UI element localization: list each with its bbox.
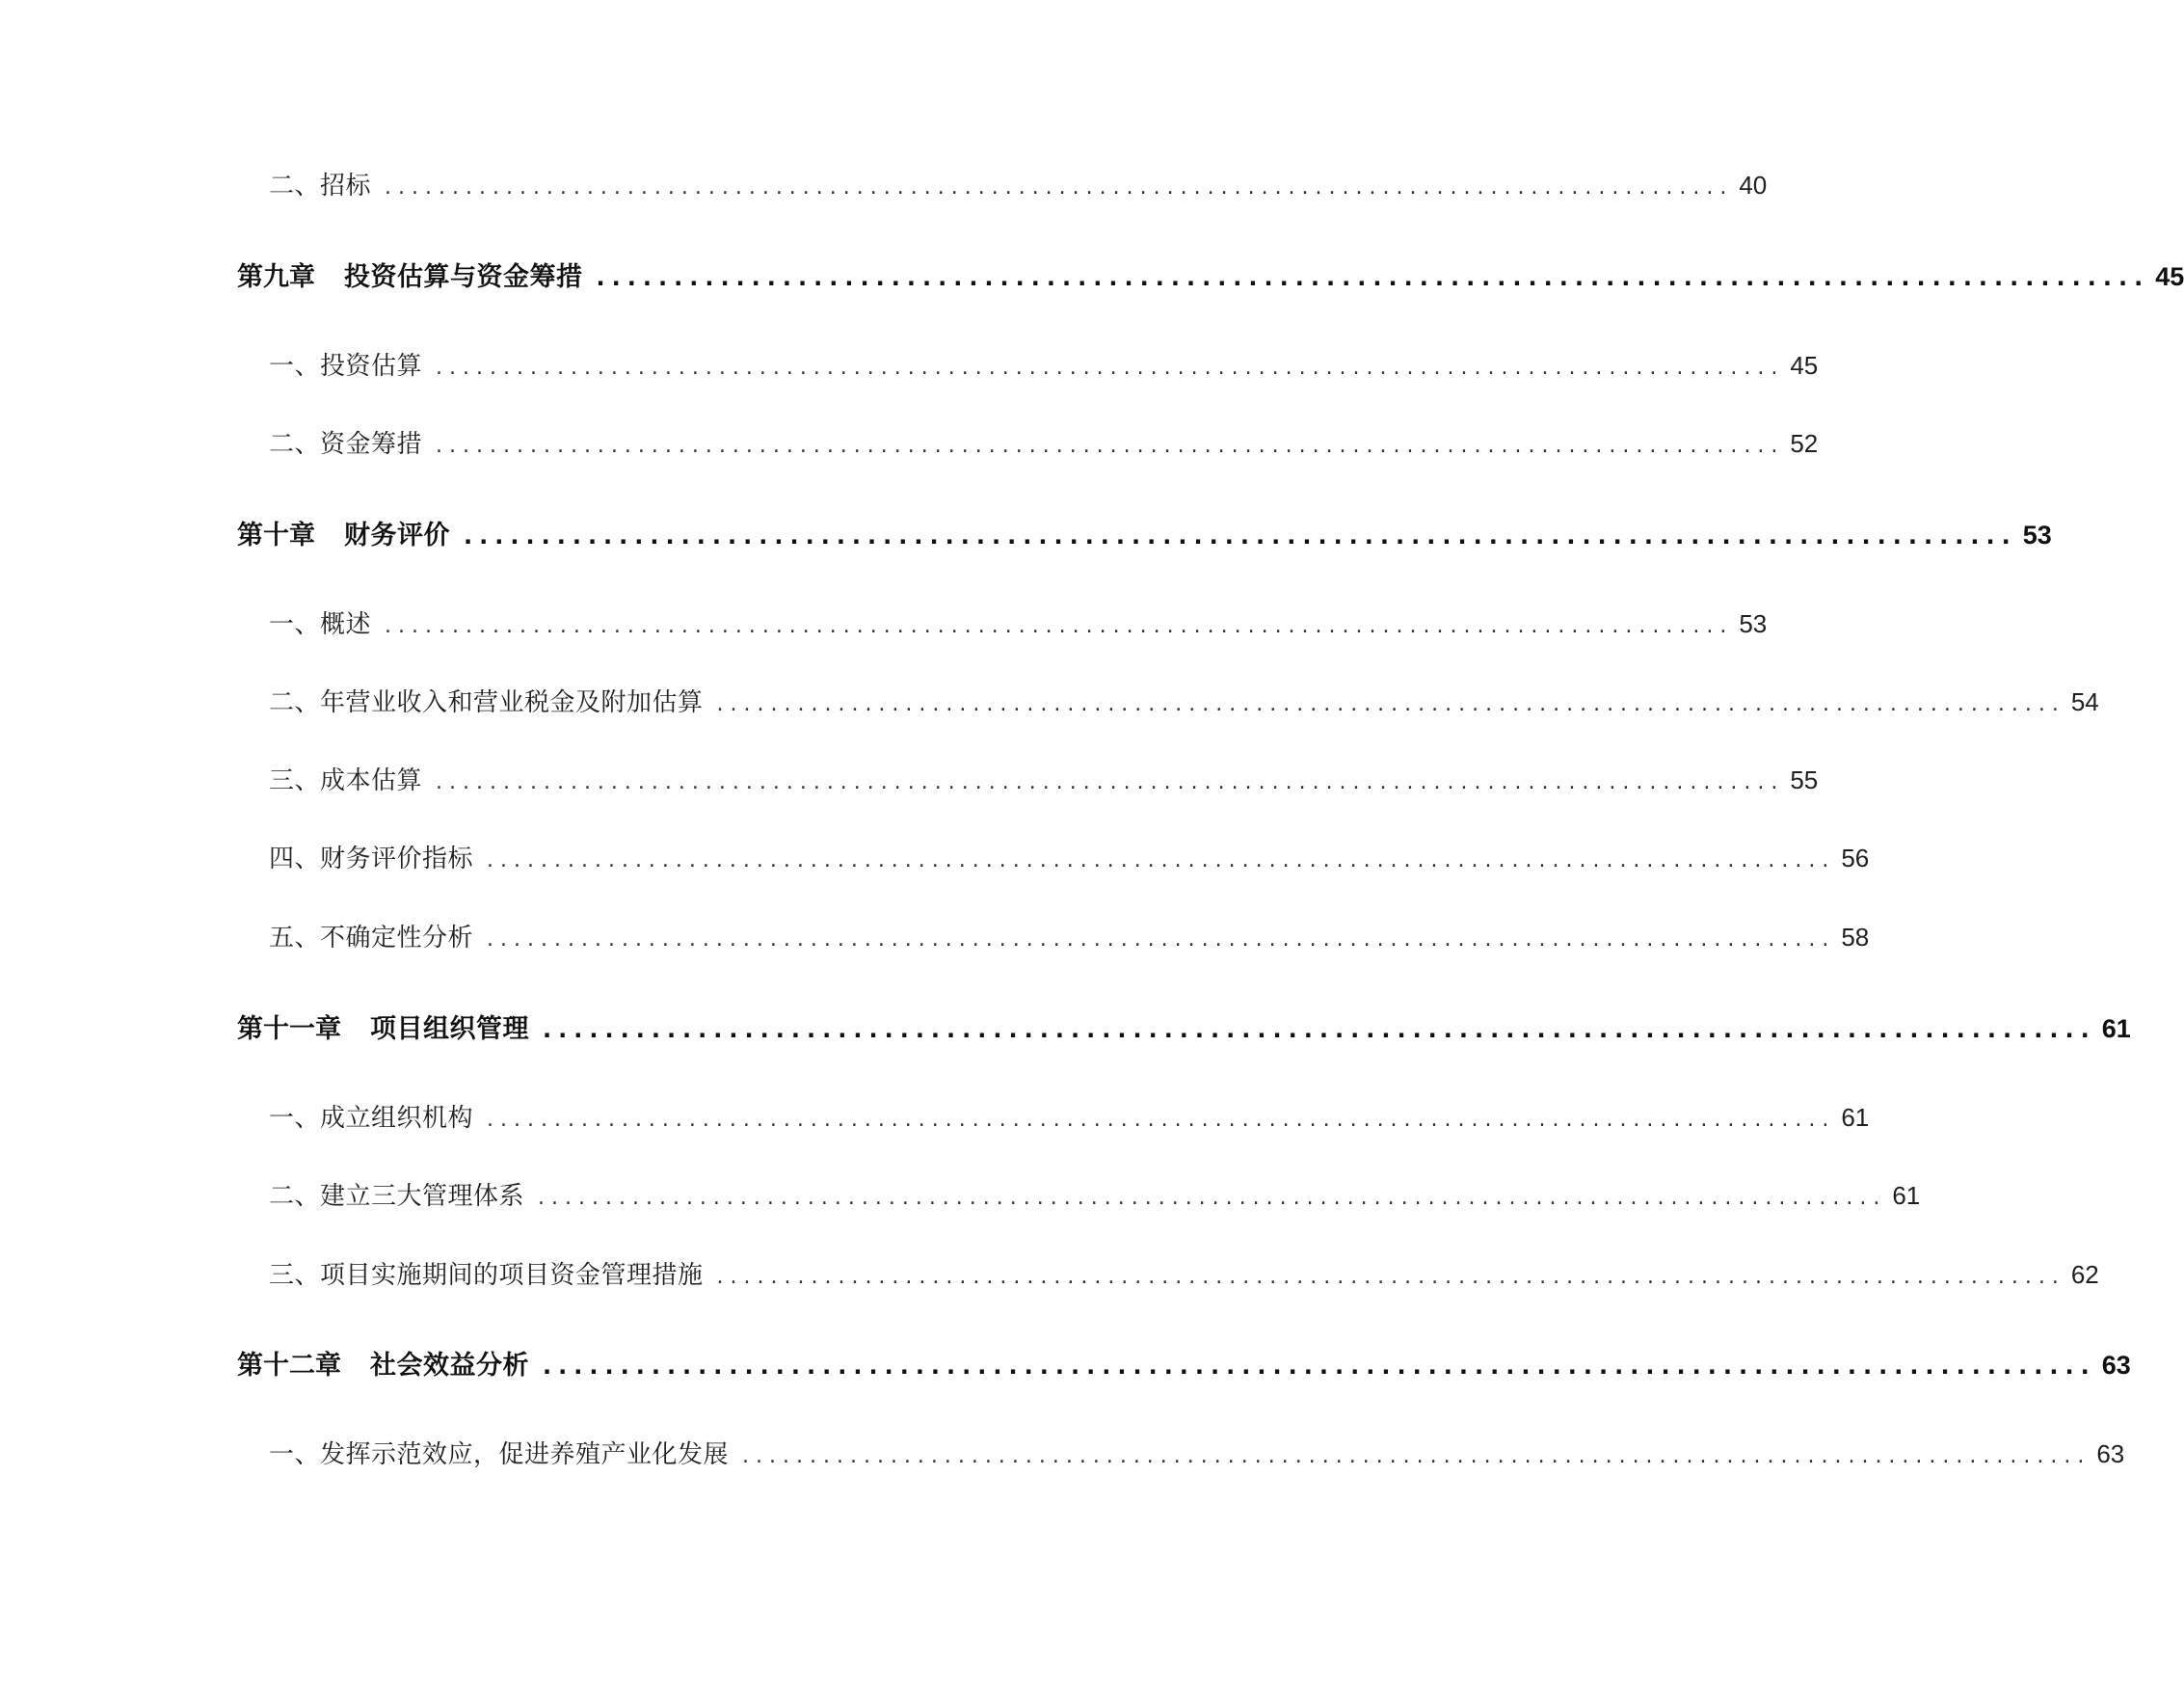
toc-dot-leader: .................................................................................................... (543, 1016, 2096, 1043)
toc-entry-section[interactable] (269, 683, 2099, 718)
toc-dot-leader: .................................................................................................... (716, 692, 2065, 716)
toc-page-number: 63 (2096, 1439, 2125, 1468)
toc-page-number: 61 (2101, 1014, 2131, 1043)
toc-page-number: 61 (1892, 1181, 1921, 1210)
toc-entry-chapter[interactable] (237, 1007, 2131, 1045)
toc-entry-title: 二、资金筹措 (269, 430, 423, 459)
toc-page-number: 53 (1739, 609, 1768, 638)
toc-entry-title: 财务评价 (344, 521, 450, 550)
toc-entry-section[interactable] (269, 166, 1768, 201)
toc-dot-leader: .................................................................................................... (385, 614, 1734, 638)
toc-entry-section[interactable] (269, 1435, 2125, 1470)
toc-entry-title: 三、项目实施期间的项目资金管理措施 (269, 1261, 704, 1290)
toc-entry-title: 项目组织管理 (370, 1014, 529, 1044)
toc-entry-section[interactable] (269, 424, 1819, 460)
toc-entry-chapter[interactable] (237, 255, 2184, 293)
toc-page-number: 54 (2070, 687, 2099, 716)
toc-dot-leader: .................................................................................................... (436, 770, 1785, 794)
toc-entry-section[interactable] (269, 346, 1819, 382)
toc-dot-leader: .................................................................................................... (436, 356, 1785, 380)
toc-chapter-label: 第十二章 (237, 1351, 341, 1381)
toc-dot-leader: .................................................................................................... (596, 264, 2150, 291)
toc-page-number: 52 (1790, 429, 1819, 458)
toc-dot-leader: .................................................................................................... (716, 1265, 2065, 1289)
toc-entry-title: 一、投资估算 (269, 352, 423, 381)
toc-dot-leader: .................................................................................................... (487, 1108, 1836, 1132)
toc-page-number: 56 (1841, 844, 1870, 872)
toc-entry-chapter[interactable] (237, 514, 2052, 551)
toc-dot-leader: .................................................................................................... (538, 1186, 1887, 1210)
toc-entry-section[interactable] (269, 761, 1819, 796)
toc-entry-section[interactable] (269, 1098, 1870, 1134)
toc-dot-leader: .................................................................................................... (742, 1444, 2091, 1468)
toc-page-number: 58 (1841, 923, 1870, 952)
toc-entry-section[interactable] (269, 839, 1870, 874)
toc-entry-title: 一、发挥示范效应，促进养殖产业化发展 (269, 1440, 730, 1469)
toc-chapter-label: 第十章 (237, 521, 315, 550)
toc-entry-title: 投资估算与资金筹措 (344, 262, 583, 292)
toc-entry-section[interactable] (269, 1255, 2099, 1291)
toc-page-number: 61 (1841, 1103, 1870, 1132)
toc-entry-chapter[interactable] (237, 1344, 2131, 1382)
toc-dot-leader: .................................................................................................... (543, 1353, 2096, 1380)
toc-entry-section[interactable] (269, 1176, 1921, 1212)
toc-entry-title: 四、财务评价指标 (269, 845, 474, 873)
toc-entry-section[interactable] (269, 604, 1768, 640)
toc-entry-section[interactable] (269, 918, 1870, 953)
toc-dot-leader: .................................................................................................... (385, 175, 1734, 200)
toc-entry-title: 二、招标 (269, 172, 372, 201)
toc-entry-title: 三、成本估算 (269, 766, 423, 795)
toc-entry-title: 五、不确定性分析 (269, 924, 474, 953)
toc-page-number: 45 (2155, 262, 2184, 291)
toc-dot-leader: .................................................................................................... (487, 927, 1836, 952)
toc-page-number: 40 (1739, 171, 1768, 200)
toc-page-number: 45 (1790, 351, 1819, 380)
toc-entry-title: 一、成立组织机构 (269, 1104, 474, 1133)
toc-entry-title: 一、概述 (269, 610, 372, 639)
toc-dot-leader: .................................................................................................... (464, 523, 2017, 550)
toc-entry-title: 二、建立三大管理体系 (269, 1182, 525, 1211)
toc-page-number: 63 (2101, 1351, 2131, 1380)
toc-page-number: 53 (2022, 521, 2052, 550)
toc-chapter-label: 第十一章 (237, 1014, 341, 1044)
toc-page-number: 62 (2070, 1260, 2099, 1289)
toc-dot-leader: .................................................................................................... (436, 434, 1785, 458)
toc-page-number: 55 (1790, 765, 1819, 794)
toc-chapter-label: 第九章 (237, 262, 315, 292)
toc-entry-title: 社会效益分析 (370, 1351, 529, 1381)
toc-dot-leader: .................................................................................................... (487, 848, 1836, 872)
toc-entry-title: 二、年营业收入和营业税金及附加估算 (269, 688, 704, 717)
